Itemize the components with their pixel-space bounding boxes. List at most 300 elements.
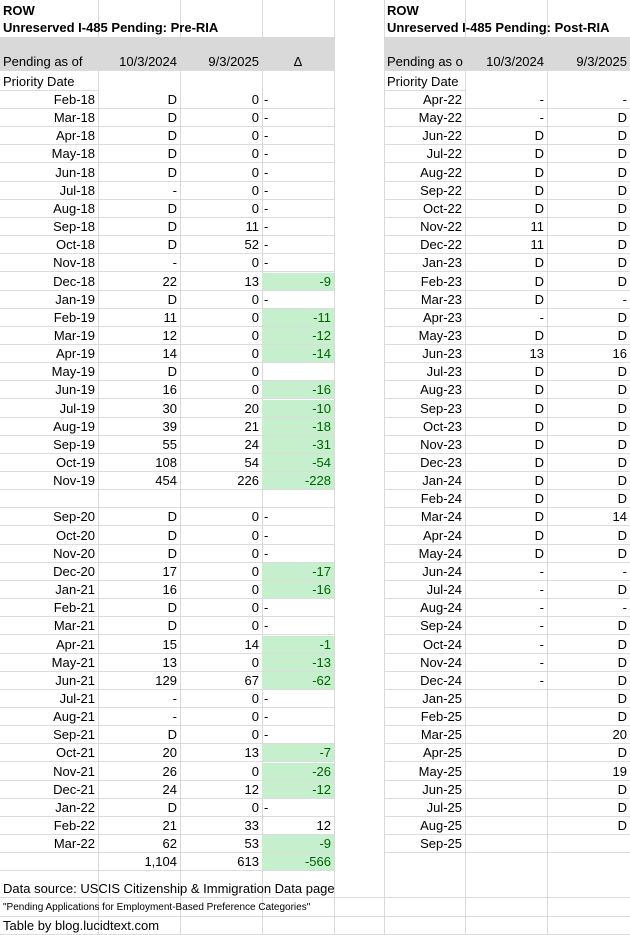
left-row-value-2024: 21 [98, 817, 180, 835]
left-row-value-2025: 0 [180, 690, 262, 708]
left-row-delta: -566 [262, 853, 334, 871]
left-row-value-2025: 67 [180, 672, 262, 690]
left-row-value-2024: 62 [98, 835, 180, 853]
left-row-priority-date: May-18 [0, 145, 98, 163]
left-row-delta: -7 [262, 744, 334, 762]
left-row-value-2025: 0 [180, 708, 262, 726]
left-row-value-2025: 0 [180, 763, 262, 781]
left-row-value-2025: 0 [180, 527, 262, 545]
right-row-value-2024 [465, 744, 547, 762]
left-row-priority-date: Dec-18 [0, 273, 98, 291]
right-row-priority-date: Mar-24 [384, 508, 465, 526]
left-row-priority-date: Apr-18 [0, 127, 98, 145]
left-row-priority-date: Dec-21 [0, 781, 98, 799]
left-row-priority-date: Nov-20 [0, 545, 98, 563]
left-row-value-2024: 129 [98, 672, 180, 690]
left-row-delta: -62 [262, 672, 334, 690]
right-row-value-2025: D [547, 436, 630, 454]
left-row-value-2024: D [98, 218, 180, 236]
left-row-value-2025: 0 [180, 327, 262, 345]
right-row-value-2025: D [547, 617, 630, 635]
left-row-priority-date: May-19 [0, 363, 98, 381]
right-row-value-2024: D [465, 200, 547, 218]
left-row-priority-date: Jul-19 [0, 400, 98, 418]
right-row-priority-date: Apr-23 [384, 309, 465, 327]
left-row-priority-date: Mar-22 [0, 835, 98, 853]
right-row-priority-date: May-23 [384, 327, 465, 345]
right-row-priority-date: Oct-23 [384, 418, 465, 436]
right-title-2: Unreserved I-485 Pending: Post-RIA [387, 20, 610, 35]
right-row-priority-date: Jul-25 [384, 799, 465, 817]
right-row-value-2024 [465, 781, 547, 799]
right-row-value-2025: D [547, 145, 630, 163]
left-row-priority-date: Oct-19 [0, 454, 98, 472]
right-row-value-2024: D [465, 182, 547, 200]
left-row-value-2024: 39 [98, 418, 180, 436]
right-row-priority-date: Nov-24 [384, 654, 465, 672]
left-row-priority-date: Dec-20 [0, 563, 98, 581]
left-row-priority-date: Nov-21 [0, 763, 98, 781]
left-row-value-2024: D [98, 508, 180, 526]
right-row-priority-date: Oct-22 [384, 200, 465, 218]
left-row-value-2024: 13 [98, 654, 180, 672]
left-row-value-2024: D [98, 527, 180, 545]
right-row-value-2025: D [547, 690, 630, 708]
right-row-value-2025: D [547, 109, 630, 127]
left-row-delta: -31 [262, 436, 334, 454]
left-row-delta: -26 [262, 763, 334, 781]
left-priority-date-label: Priority Date [0, 73, 98, 91]
left-row-value-2025: 53 [180, 835, 262, 853]
right-row-value-2025: D [547, 200, 630, 218]
left-row-priority-date: Apr-21 [0, 636, 98, 654]
left-title-2: Unreserved I-485 Pending: Pre-RIA [3, 20, 219, 35]
right-row-value-2025: D [547, 327, 630, 345]
left-row-value-2025: 54 [180, 454, 262, 472]
right-row-value-2025: D [547, 781, 630, 799]
left-row-value-2024: 22 [98, 273, 180, 291]
left-row-priority-date: Aug-19 [0, 418, 98, 436]
right-row-value-2024: - [465, 109, 547, 127]
left-row-delta: - [262, 109, 334, 127]
left-row-value-2025: 0 [180, 254, 262, 272]
left-row-delta: -9 [262, 273, 334, 291]
right-priority-date-label: Priority Date [384, 73, 465, 91]
right-row-value-2024: D [465, 145, 547, 163]
right-row-value-2025: 14 [547, 508, 630, 526]
left-row-value-2024: 12 [98, 327, 180, 345]
right-row-priority-date: Apr-25 [384, 744, 465, 762]
right-row-value-2024: D [465, 472, 547, 490]
left-header-pending-as-of: Pending as of [0, 37, 98, 71]
left-row-delta: -14 [262, 345, 334, 363]
left-row-value-2024: D [98, 291, 180, 309]
left-row-priority-date: Jun-18 [0, 164, 98, 182]
left-row-delta: -1 [262, 636, 334, 654]
right-row-value-2025: D [547, 127, 630, 145]
left-row-priority-date: Sep-20 [0, 508, 98, 526]
right-row-value-2025: D [547, 236, 630, 254]
right-row-priority-date: Dec-24 [384, 672, 465, 690]
right-row-value-2025: D [547, 254, 630, 272]
left-row-value-2025: 0 [180, 726, 262, 744]
right-row-value-2024: - [465, 309, 547, 327]
right-row-value-2025: D [547, 182, 630, 200]
left-row-value-2024: 14 [98, 345, 180, 363]
left-row-delta: - [262, 254, 334, 272]
right-row-priority-date: May-25 [384, 763, 465, 781]
right-row-value-2025: - [547, 91, 630, 109]
left-row-priority-date: Oct-20 [0, 527, 98, 545]
right-row-priority-date: May-22 [384, 109, 465, 127]
right-row-value-2025 [547, 835, 630, 853]
left-row-value-2024: 20 [98, 744, 180, 762]
left-row-priority-date: Feb-21 [0, 599, 98, 617]
left-row-delta: -228 [262, 472, 334, 490]
left-row-value-2025: 0 [180, 145, 262, 163]
left-row-delta [262, 490, 334, 508]
left-row-priority-date: Feb-22 [0, 817, 98, 835]
right-row-value-2025: D [547, 672, 630, 690]
left-row-delta: -18 [262, 418, 334, 436]
right-row-value-2025: D [547, 817, 630, 835]
left-row-value-2025: 20 [180, 400, 262, 418]
right-row-value-2024: 11 [465, 218, 547, 236]
left-row-value-2024: D [98, 164, 180, 182]
right-row-value-2025: D [547, 418, 630, 436]
right-row-priority-date: Jan-24 [384, 472, 465, 490]
right-row-value-2025: D [547, 581, 630, 599]
left-row-delta: - [262, 545, 334, 563]
left-row-delta: 12 [262, 817, 334, 835]
left-header-date-2024: 10/3/2024 [98, 37, 180, 71]
right-row-value-2025: D [547, 363, 630, 381]
right-row-value-2024: D [465, 436, 547, 454]
left-row-value-2024: 30 [98, 400, 180, 418]
left-row-priority-date: Apr-19 [0, 345, 98, 363]
right-row-priority-date: Sep-22 [384, 182, 465, 200]
right-row-priority-date: Aug-25 [384, 817, 465, 835]
left-row-value-2024: 454 [98, 472, 180, 490]
left-row-delta: -12 [262, 327, 334, 345]
right-row-value-2024 [465, 799, 547, 817]
left-row-value-2025: 0 [180, 581, 262, 599]
left-row-value-2025: 0 [180, 164, 262, 182]
left-row-value-2025: 0 [180, 381, 262, 399]
right-row-value-2024: - [465, 654, 547, 672]
right-row-priority-date: Jan-25 [384, 690, 465, 708]
left-row-value-2024: - [98, 182, 180, 200]
left-row-value-2024: 1,104 [98, 853, 180, 871]
right-row-value-2025: D [547, 164, 630, 182]
left-row-value-2024: D [98, 91, 180, 109]
right-row-priority-date: Feb-25 [384, 708, 465, 726]
left-row-delta: - [262, 91, 334, 109]
left-row-priority-date: Aug-18 [0, 200, 98, 218]
right-row-value-2024 [465, 835, 547, 853]
left-row-value-2025: 0 [180, 617, 262, 635]
left-row-value-2024 [98, 490, 180, 508]
right-row-value-2025: D [547, 654, 630, 672]
right-row-value-2024: D [465, 454, 547, 472]
left-row-value-2024: D [98, 236, 180, 254]
left-row-value-2025: 52 [180, 236, 262, 254]
right-header-pending-as-of: Pending as o [384, 37, 465, 71]
left-row-delta: -13 [262, 654, 334, 672]
gridline [334, 0, 335, 934]
left-row-value-2025: 0 [180, 291, 262, 309]
left-row-value-2024: 24 [98, 781, 180, 799]
right-row-priority-date: Sep-23 [384, 400, 465, 418]
right-row-priority-date: Apr-22 [384, 91, 465, 109]
left-row-value-2025: 0 [180, 182, 262, 200]
right-row-value-2025: - [547, 291, 630, 309]
right-row-value-2024 [465, 763, 547, 781]
left-row-delta: - [262, 291, 334, 309]
left-row-value-2025: 0 [180, 345, 262, 363]
left-row-value-2024: 17 [98, 563, 180, 581]
right-row-value-2024: - [465, 581, 547, 599]
left-row-value-2025: 11 [180, 218, 262, 236]
right-row-value-2024 [465, 726, 547, 744]
left-row-delta: - [262, 708, 334, 726]
left-row-value-2025: 0 [180, 508, 262, 526]
right-row-value-2024 [465, 817, 547, 835]
right-row-value-2024: D [465, 400, 547, 418]
right-row-value-2025: 20 [547, 726, 630, 744]
left-row-value-2024: - [98, 708, 180, 726]
left-row-priority-date: Feb-18 [0, 91, 98, 109]
right-row-priority-date: May-24 [384, 545, 465, 563]
left-row-value-2025: 21 [180, 418, 262, 436]
right-row-priority-date: Jun-22 [384, 127, 465, 145]
right-row-value-2024: D [465, 273, 547, 291]
right-row-priority-date: Sep-24 [384, 617, 465, 635]
right-row-priority-date: Jun-23 [384, 345, 465, 363]
left-row-delta: -16 [262, 581, 334, 599]
left-row-delta: -16 [262, 381, 334, 399]
right-row-priority-date: Jun-25 [384, 781, 465, 799]
left-row-priority-date: Jul-21 [0, 690, 98, 708]
right-row-value-2024: - [465, 91, 547, 109]
left-row-delta: - [262, 599, 334, 617]
left-row-priority-date: Nov-18 [0, 254, 98, 272]
right-row-value-2024 [465, 690, 547, 708]
left-row-value-2025: 12 [180, 781, 262, 799]
right-row-value-2024: D [465, 508, 547, 526]
right-title-1: ROW [387, 3, 419, 18]
left-row-value-2024: 15 [98, 636, 180, 654]
right-row-value-2024 [465, 708, 547, 726]
left-row-priority-date: Sep-19 [0, 436, 98, 454]
right-row-priority-date: Aug-22 [384, 164, 465, 182]
left-row-value-2024: 16 [98, 581, 180, 599]
right-row-value-2025: D [547, 527, 630, 545]
footer-pending-note: "Pending Applications for Employment-Based Preference Categories" [0, 899, 630, 917]
left-row-priority-date: May-21 [0, 654, 98, 672]
left-row-priority-date: Jan-21 [0, 581, 98, 599]
left-row-delta: - [262, 145, 334, 163]
right-row-value-2024: D [465, 127, 547, 145]
right-row-value-2025: - [547, 599, 630, 617]
right-row-priority-date: Oct-24 [384, 636, 465, 654]
left-row-value-2025 [180, 490, 262, 508]
left-row-delta: - [262, 182, 334, 200]
left-row-value-2024: 16 [98, 381, 180, 399]
left-row-priority-date: Oct-21 [0, 744, 98, 762]
right-row-value-2025: D [547, 218, 630, 236]
right-row-value-2024: D [465, 381, 547, 399]
right-row-priority-date: Mar-23 [384, 291, 465, 309]
left-row-delta: - [262, 508, 334, 526]
right-row-priority-date: Dec-23 [384, 454, 465, 472]
left-row-priority-date: Oct-18 [0, 236, 98, 254]
right-row-priority-date: Jul-23 [384, 363, 465, 381]
left-row-delta: - [262, 726, 334, 744]
left-row-delta: - [262, 799, 334, 817]
left-row-value-2024: D [98, 200, 180, 218]
left-row-delta: - [262, 127, 334, 145]
right-row-value-2024: D [465, 164, 547, 182]
left-row-value-2025: 13 [180, 744, 262, 762]
right-row-value-2024: - [465, 636, 547, 654]
right-row-value-2024: D [465, 490, 547, 508]
right-row-priority-date: Jun-24 [384, 563, 465, 581]
right-row-value-2025: - [547, 563, 630, 581]
right-header-date-2024: 10/3/2024 [465, 37, 547, 71]
left-row-value-2025: 24 [180, 436, 262, 454]
right-row-priority-date: Feb-24 [384, 490, 465, 508]
left-title-1: ROW [3, 3, 35, 18]
left-row-delta: - [262, 617, 334, 635]
right-row-value-2024: D [465, 327, 547, 345]
right-row-value-2024: 11 [465, 236, 547, 254]
left-row-value-2025: 0 [180, 799, 262, 817]
left-row-value-2024: 108 [98, 454, 180, 472]
left-row-delta: - [262, 218, 334, 236]
left-row-value-2024: D [98, 726, 180, 744]
left-row-delta: - [262, 527, 334, 545]
left-row-value-2025: 0 [180, 91, 262, 109]
left-row-value-2025: 0 [180, 200, 262, 218]
right-row-priority-date: Nov-22 [384, 218, 465, 236]
right-row-priority-date: Dec-22 [384, 236, 465, 254]
left-row-value-2025: 0 [180, 545, 262, 563]
left-row-value-2025: 0 [180, 309, 262, 327]
left-row-priority-date: Mar-21 [0, 617, 98, 635]
right-row-value-2025: D [547, 309, 630, 327]
left-row-value-2025: 0 [180, 109, 262, 127]
left-row-value-2024: 55 [98, 436, 180, 454]
left-row-delta: - [262, 690, 334, 708]
left-row-delta: -12 [262, 781, 334, 799]
left-row-delta: - [262, 164, 334, 182]
right-row-value-2025: D [547, 799, 630, 817]
right-row-value-2025: D [547, 400, 630, 418]
right-row-value-2024: 13 [465, 345, 547, 363]
left-row-value-2024: D [98, 545, 180, 563]
right-row-value-2024: - [465, 599, 547, 617]
left-row-delta: -17 [262, 563, 334, 581]
left-row-priority-date: Sep-21 [0, 726, 98, 744]
left-row-value-2025: 613 [180, 853, 262, 871]
right-row-priority-date: Sep-25 [384, 835, 465, 853]
left-row-value-2024: D [98, 145, 180, 163]
right-row-value-2024: D [465, 254, 547, 272]
left-row-value-2025: 0 [180, 654, 262, 672]
left-row-delta: -11 [262, 309, 334, 327]
footer-source: Data source: USCIS Citizenship & Immigration Data page [0, 880, 630, 898]
right-row-value-2024: - [465, 672, 547, 690]
left-row-value-2025: 0 [180, 363, 262, 381]
right-row-value-2025: D [547, 454, 630, 472]
right-row-value-2024: D [465, 291, 547, 309]
right-row-value-2025: 19 [547, 763, 630, 781]
left-row-priority-date: Mar-18 [0, 109, 98, 127]
left-row-value-2024: 11 [98, 309, 180, 327]
left-row-priority-date: Sep-18 [0, 218, 98, 236]
right-row-priority-date: Jul-24 [384, 581, 465, 599]
right-row-value-2025: D [547, 490, 630, 508]
left-header-date-2025: 9/3/2025 [180, 37, 262, 71]
left-row-value-2024: D [98, 109, 180, 127]
right-row-value-2025: D [547, 744, 630, 762]
left-row-priority-date: Jan-19 [0, 291, 98, 309]
left-row-delta: - [262, 236, 334, 254]
right-row-priority-date: Aug-23 [384, 381, 465, 399]
left-row-value-2025: 33 [180, 817, 262, 835]
left-row-value-2024: - [98, 690, 180, 708]
left-row-priority-date [0, 853, 98, 871]
left-row-priority-date: Jan-22 [0, 799, 98, 817]
left-row-value-2025: 14 [180, 636, 262, 654]
left-row-value-2024: D [98, 799, 180, 817]
left-row-priority-date: Aug-21 [0, 708, 98, 726]
left-row-value-2025: 13 [180, 273, 262, 291]
right-row-priority-date: Feb-23 [384, 273, 465, 291]
right-row-priority-date: Apr-24 [384, 527, 465, 545]
right-row-priority-date: Mar-25 [384, 726, 465, 744]
left-row-value-2024: D [98, 599, 180, 617]
left-row-priority-date: Mar-19 [0, 327, 98, 345]
left-row-priority-date [0, 490, 98, 508]
right-row-value-2024: D [465, 363, 547, 381]
left-header-delta: Δ [262, 37, 334, 71]
right-row-value-2025: D [547, 636, 630, 654]
right-row-value-2024: D [465, 418, 547, 436]
left-row-priority-date: Jun-21 [0, 672, 98, 690]
right-row-value-2025: D [547, 273, 630, 291]
left-row-delta: - [262, 200, 334, 218]
left-row-value-2025: 0 [180, 599, 262, 617]
left-row-value-2024: - [98, 254, 180, 272]
left-row-delta: -54 [262, 454, 334, 472]
left-row-value-2025: 0 [180, 563, 262, 581]
right-row-value-2025: D [547, 381, 630, 399]
right-row-priority-date: Nov-23 [384, 436, 465, 454]
right-row-value-2024: - [465, 617, 547, 635]
left-row-value-2025: 226 [180, 472, 262, 490]
left-row-value-2024: D [98, 127, 180, 145]
left-row-delta: -9 [262, 835, 334, 853]
footer-credit: Table by blog.lucidtext.com [0, 917, 630, 935]
left-row-value-2024: D [98, 617, 180, 635]
left-row-delta: -10 [262, 400, 334, 418]
left-row-priority-date: Nov-19 [0, 472, 98, 490]
right-row-value-2024: D [465, 545, 547, 563]
right-row-value-2025: D [547, 545, 630, 563]
right-row-value-2025: 16 [547, 345, 630, 363]
